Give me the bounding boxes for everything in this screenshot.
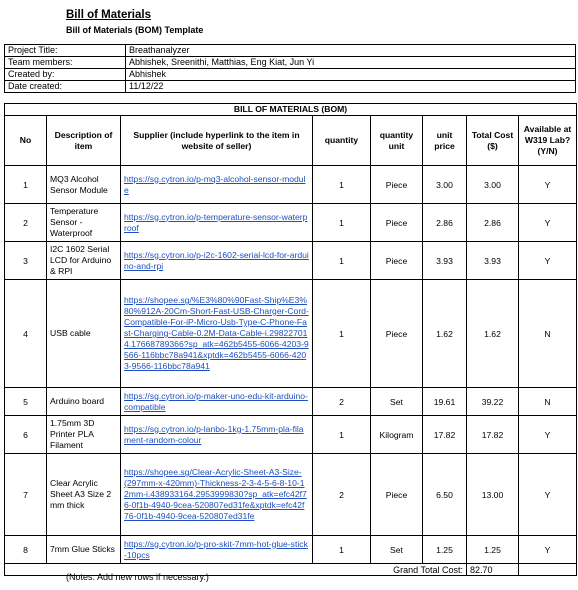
row-unit-price: 19.61 (423, 388, 467, 416)
col-header-available: Available at W319 Lab? (Y/N) (519, 116, 577, 166)
row-quantity: 1 (313, 416, 371, 454)
row-no: 5 (5, 388, 47, 416)
info-row-date-created (5, 81, 576, 93)
row-unit-price: 6.50 (423, 454, 467, 536)
supplier-link[interactable]: https://shopee.sg/%E3%80%90Fast-Ship%E3%80%912A-20Cm-Short-Fast-USB-Charger-Cord-Compatible-For-iP-Micro-Usb-Type-C-Phone-Fast-Charging-Cable-0.2M-Data-Cable-i.298227014.17668789366?sp_atk=462b5455-6066-4203-9566-116bbc78a941&xptdk=462b5455-6066-4203-9566-116bbc78a941 (124, 295, 309, 371)
info-row-created-by (5, 69, 576, 81)
row-quantity-unit: Piece (371, 454, 423, 536)
row-available: Y (519, 454, 577, 536)
col-header-quantity: quantity (313, 116, 371, 166)
row-total-cost: 1.62 (467, 280, 519, 388)
row-available: Y (519, 416, 577, 454)
row-description: Arduino board (47, 388, 121, 416)
row-quantity-unit: Piece (371, 166, 423, 204)
row-quantity-unit: Set (371, 388, 423, 416)
bom-heading: BILL OF MATERIALS (BOM) (5, 104, 577, 116)
row-quantity-unit: Piece (371, 204, 423, 242)
project-info-table (4, 44, 576, 93)
row-quantity-unit: Set (371, 536, 423, 564)
row-no: 2 (5, 204, 47, 242)
bom-header-row (5, 116, 577, 166)
table-row (5, 536, 577, 564)
supplier-link[interactable]: https://sg.cytron.io/p-pro-skit-7mm-hot-glue-stick-10pcs (124, 538, 308, 560)
row-available: N (519, 388, 577, 416)
row-total-cost: 3.93 (467, 242, 519, 280)
row-unit-price: 3.00 (423, 166, 467, 204)
info-row-team-members (5, 57, 576, 69)
row-available: Y (519, 536, 577, 564)
row-total-cost: 3.00 (467, 166, 519, 204)
row-available: Y (519, 204, 577, 242)
table-row (5, 388, 577, 416)
table-row (5, 416, 577, 454)
row-total-cost: 17.82 (467, 416, 519, 454)
row-no: 8 (5, 536, 47, 564)
row-no: 4 (5, 280, 47, 388)
row-unit-price: 17.82 (423, 416, 467, 454)
document-subtitle: Bill of Materials (BOM) Template (66, 25, 204, 35)
row-quantity: 1 (313, 242, 371, 280)
row-no: 7 (5, 454, 47, 536)
supplier-link[interactable]: https://sg.cytron.io/p-temperature-sensor-waterproof (124, 211, 308, 233)
info-label: Date created: (5, 81, 126, 93)
row-unit-price: 1.62 (423, 280, 467, 388)
document-title: Bill of Materials (66, 9, 151, 21)
col-header-quantity-unit: quantity unit (371, 116, 423, 166)
info-value: Abhishek (126, 69, 576, 81)
row-available: Y (519, 242, 577, 280)
col-header-description: Description of item (47, 116, 121, 166)
row-available: N (519, 280, 577, 388)
info-label: Created by: (5, 69, 126, 81)
table-row (5, 454, 577, 536)
row-total-cost: 13.00 (467, 454, 519, 536)
row-quantity: 1 (313, 280, 371, 388)
row-description: I2C 1602 Serial LCD for Arduino & RPI (47, 242, 121, 280)
info-value: 11/12/22 (126, 81, 576, 93)
col-header-supplier: Supplier (include hyperlink to the item in website of seller) (121, 116, 313, 166)
row-quantity-unit: Piece (371, 242, 423, 280)
row-quantity-unit: Kilogram (371, 416, 423, 454)
row-total-cost: 1.25 (467, 536, 519, 564)
row-quantity: 1 (313, 166, 371, 204)
supplier-link[interactable]: https://sg.cytron.io/p-maker-uno-edu-kit-arduino-compatible (124, 390, 308, 412)
row-quantity-unit: Piece (371, 280, 423, 388)
info-row-project-title (5, 45, 576, 57)
table-row (5, 166, 577, 204)
row-quantity: 1 (313, 536, 371, 564)
row-no: 6 (5, 416, 47, 454)
row-quantity: 2 (313, 454, 371, 536)
row-unit-price: 2.86 (423, 204, 467, 242)
info-value: Abhishek, Sreenithi, Matthias, Eng Kiat, Jun Yi (126, 57, 576, 69)
info-label: Team members: (5, 57, 126, 69)
supplier-link[interactable]: https://sg.cytron.io/p-mq3-alcohol-sensor-module (124, 173, 306, 195)
row-description: 7mm Glue Sticks (47, 536, 121, 564)
row-unit-price: 1.25 (423, 536, 467, 564)
table-row (5, 204, 577, 242)
supplier-link[interactable]: https://shopee.sg/Clear-Acrylic-Sheet-A3-Size-(297mm-x-420mm)-Thickness-2-3-4-5-6-8-10-12mm-i.438933164.2953999830?sp_atk=efc42f76-0f1b-4940-9cea-520807ed31fe&xptdk=efc42f76-0f1b-4940-9cea-520807ed31fe (124, 467, 307, 521)
supplier-link[interactable]: https://sg.cytron.io/p-i2c-1602-serial-lcd-for-arduino-and-rpi (124, 249, 309, 271)
row-description: MQ3 Alcohol Sensor Module (47, 166, 121, 204)
row-unit-price: 3.93 (423, 242, 467, 280)
col-header-unit-price: unit price (423, 116, 467, 166)
supplier-link[interactable]: https://sg.cytron.io/p-lanbo-1kg-1.75mm-pla-filament-random-colour (124, 423, 304, 445)
grand-total-label: Grand Total Cost: (5, 564, 467, 576)
row-no: 3 (5, 242, 47, 280)
row-description: 1.75mm 3D Printer PLA Filament (47, 416, 121, 454)
row-total-cost: 2.86 (467, 204, 519, 242)
row-total-cost: 39.22 (467, 388, 519, 416)
row-no: 1 (5, 166, 47, 204)
row-description: USB cable (47, 280, 121, 388)
col-header-no: No (5, 116, 47, 166)
grand-total-value: 82.70 (467, 564, 519, 576)
info-value: Breathanalyzer (126, 45, 576, 57)
row-available: Y (519, 166, 577, 204)
row-quantity: 1 (313, 204, 371, 242)
notes-text: (Notes: Add new rows if necessary.) (66, 572, 209, 582)
table-row (5, 280, 577, 388)
table-row (5, 242, 577, 280)
bom-table (4, 103, 577, 576)
col-header-total-cost: Total Cost ($) (467, 116, 519, 166)
row-description: Temperature Sensor - Waterproof (47, 204, 121, 242)
row-description: Clear Acrylic Sheet A3 Size 2 mm thick (47, 454, 121, 536)
grand-total-empty-cell (519, 564, 577, 576)
info-label: Project Title: (5, 45, 126, 57)
row-quantity: 2 (313, 388, 371, 416)
